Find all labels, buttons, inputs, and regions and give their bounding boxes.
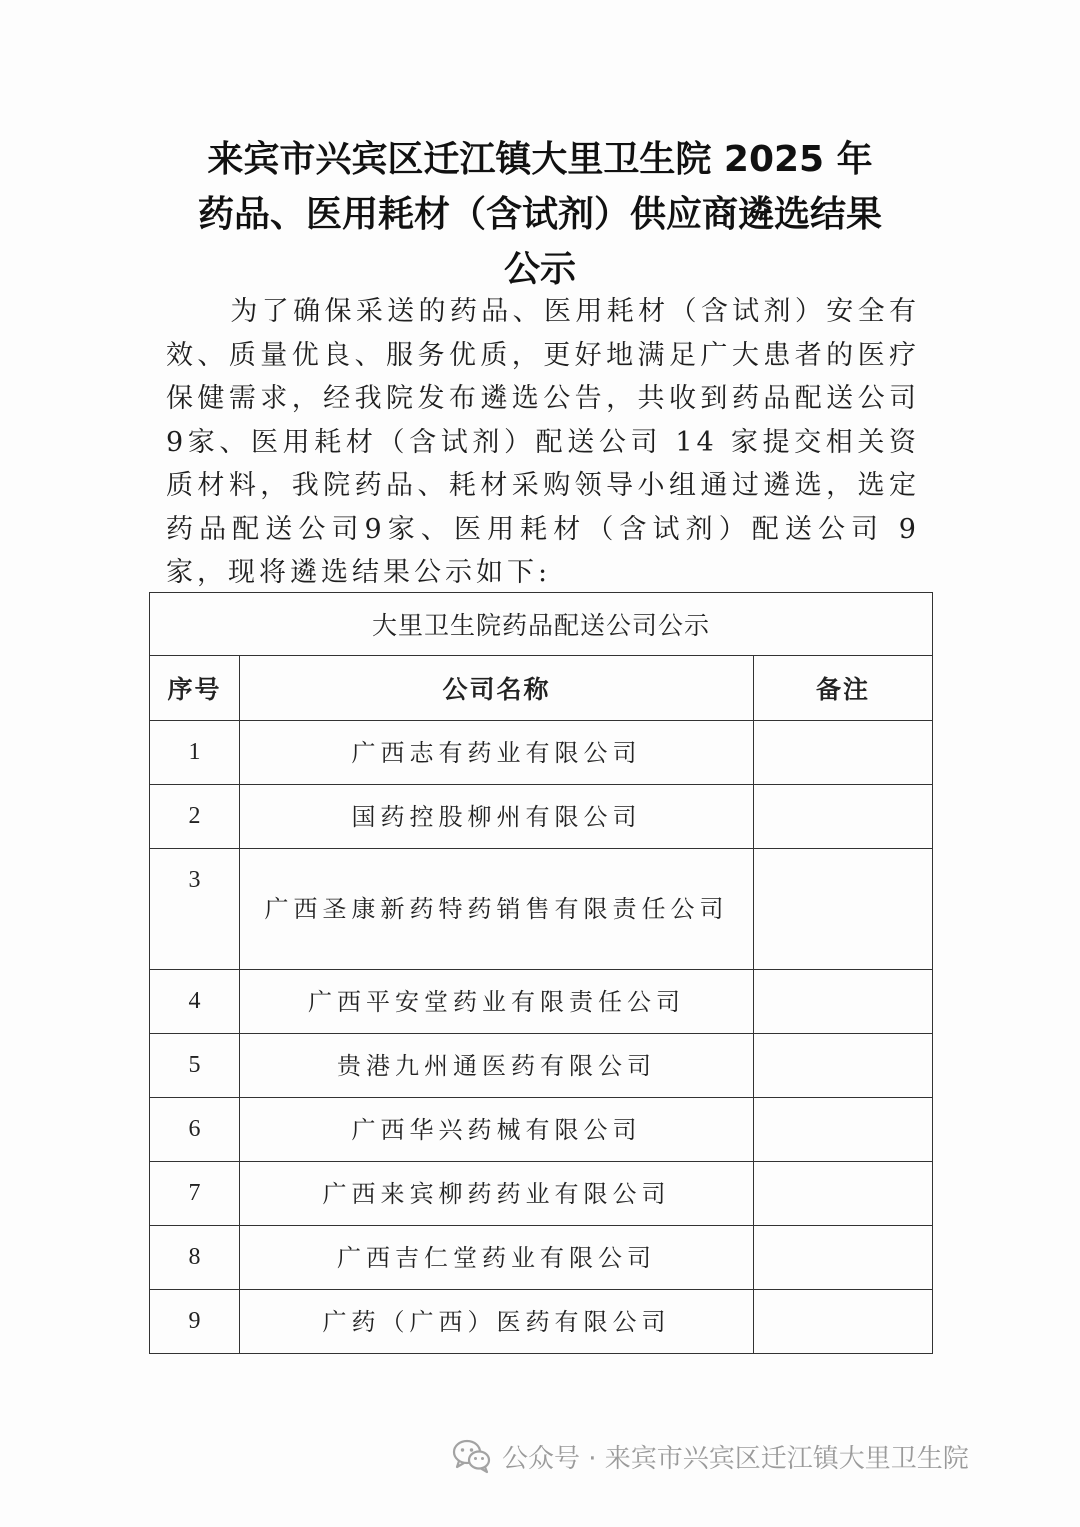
table-row (150, 721, 933, 785)
intro-text: 为了确保采送的药品、医用耗材（含试剂）安全有效、质量优良、服务优质，更好地满足广大患者的医疗保健需求，经我院发布遴选公告，共收到药品配送公司9家、医用耗材（含试剂）配送公司 14 家提交相关资质材料，我院药品、耗材采购领导小组通过遴选，选定药品配送公司9家、医用耗材（含试剂）配送公司 9 家，现将遴选结果公示如下: (166, 296, 920, 588)
document-title (140, 132, 940, 297)
row-number: 6 (150, 1098, 240, 1162)
header-note: 备注 (754, 656, 933, 721)
company-name: 贵港九州通医药有限公司 (240, 1034, 754, 1098)
row-note (754, 785, 933, 849)
table-row (150, 785, 933, 849)
table-row (150, 849, 933, 970)
row-note (754, 721, 933, 785)
table-row (150, 1290, 933, 1354)
header-company-name: 公司名称 (240, 656, 754, 721)
wechat-icon (452, 1438, 492, 1474)
row-number: 2 (150, 785, 240, 849)
title-line-2: 药品、医用耗材（含试剂）供应商遴选结果 (197, 194, 882, 235)
row-number: 5 (150, 1034, 240, 1098)
company-name: 广西来宾柳药药业有限公司 (240, 1162, 754, 1226)
company-name: 广西平安堂药业有限责任公司 (240, 970, 754, 1034)
table-row (150, 1226, 933, 1290)
row-note (754, 1290, 933, 1354)
wechat-watermark (452, 1436, 969, 1476)
row-note (754, 970, 933, 1034)
header-no: 序号 (150, 656, 240, 721)
company-name: 广西圣康新药特药销售有限责任公司 (240, 849, 754, 970)
supplier-table (149, 592, 933, 1354)
row-number: 3 (150, 849, 240, 970)
table-row (150, 970, 933, 1034)
table-row (150, 1034, 933, 1098)
row-note (754, 1226, 933, 1290)
row-number: 9 (150, 1290, 240, 1354)
company-name: 广西华兴药械有限公司 (240, 1098, 754, 1162)
company-name: 广药（广西）医药有限公司 (240, 1290, 754, 1354)
table-header-row (150, 656, 933, 721)
row-note (754, 1098, 933, 1162)
intro-paragraph (166, 290, 920, 595)
title-line-1: 来宾市兴宾区迁江镇大里卫生院 2025 年 (207, 139, 873, 180)
table-caption: 大里卫生院药品配送公司公示 (150, 593, 933, 656)
row-number: 4 (150, 970, 240, 1034)
row-note (754, 1034, 933, 1098)
company-name: 广西志有药业有限公司 (240, 721, 754, 785)
row-number: 7 (150, 1162, 240, 1226)
row-number: 1 (150, 721, 240, 785)
watermark-text: 公众号 · 来宾市兴宾区迁江镇大里卫生院 (502, 1443, 969, 1474)
table-row (150, 1162, 933, 1226)
title-line-3: 公示 (503, 249, 576, 290)
company-name: 国药控股柳州有限公司 (240, 785, 754, 849)
table-row (150, 1098, 933, 1162)
row-note (754, 849, 933, 970)
row-note (754, 1162, 933, 1226)
row-number: 8 (150, 1226, 240, 1290)
company-name: 广西吉仁堂药业有限公司 (240, 1226, 754, 1290)
